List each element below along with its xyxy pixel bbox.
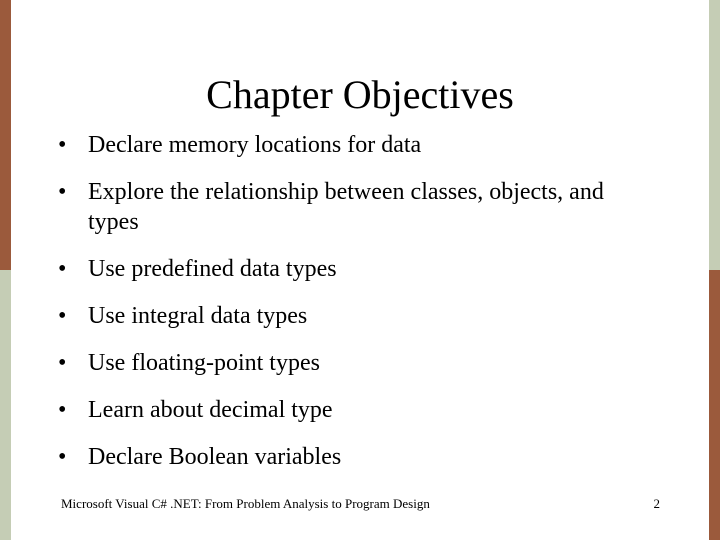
- bullet-marker: •: [58, 132, 67, 158]
- bullet-marker: •: [58, 350, 67, 376]
- bullet-item: [58, 348, 658, 378]
- bullet-text: Learn about decimal type: [88, 397, 333, 423]
- right-border-top: [709, 0, 720, 270]
- footer-text: Microsoft Visual C# .NET: From Problem Analysis to Program Design: [61, 496, 430, 511]
- left-border-bottom: [0, 270, 11, 540]
- bullet-marker: •: [58, 179, 67, 205]
- page-number: 2: [653, 496, 660, 511]
- bullet-item: [58, 442, 658, 472]
- bullet-marker: •: [58, 303, 67, 329]
- slide-title: Chapter Objectives: [206, 72, 514, 117]
- bullet-text: Declare memory locations for data: [88, 132, 422, 158]
- bullet-item: [58, 130, 658, 160]
- left-border-top: [0, 0, 11, 270]
- bullet-text: Declare Boolean variables: [88, 444, 342, 470]
- bullet-text: Explore the relationship between classes, objects, and types: [88, 179, 604, 235]
- bullet-text: Use predefined data types: [88, 256, 337, 282]
- bullet-item: [58, 177, 658, 237]
- right-border-bottom: [709, 270, 720, 540]
- bullet-marker: •: [58, 256, 67, 282]
- bullet-marker: •: [58, 397, 67, 423]
- bullet-text: Use floating-point types: [88, 350, 320, 376]
- bullet-item: [58, 395, 658, 425]
- bullet-text: Use integral data types: [88, 303, 308, 329]
- bullet-item: [58, 254, 658, 284]
- bullet-marker: •: [58, 444, 67, 470]
- bullet-item: [58, 301, 658, 331]
- bullet-list: [58, 130, 658, 489]
